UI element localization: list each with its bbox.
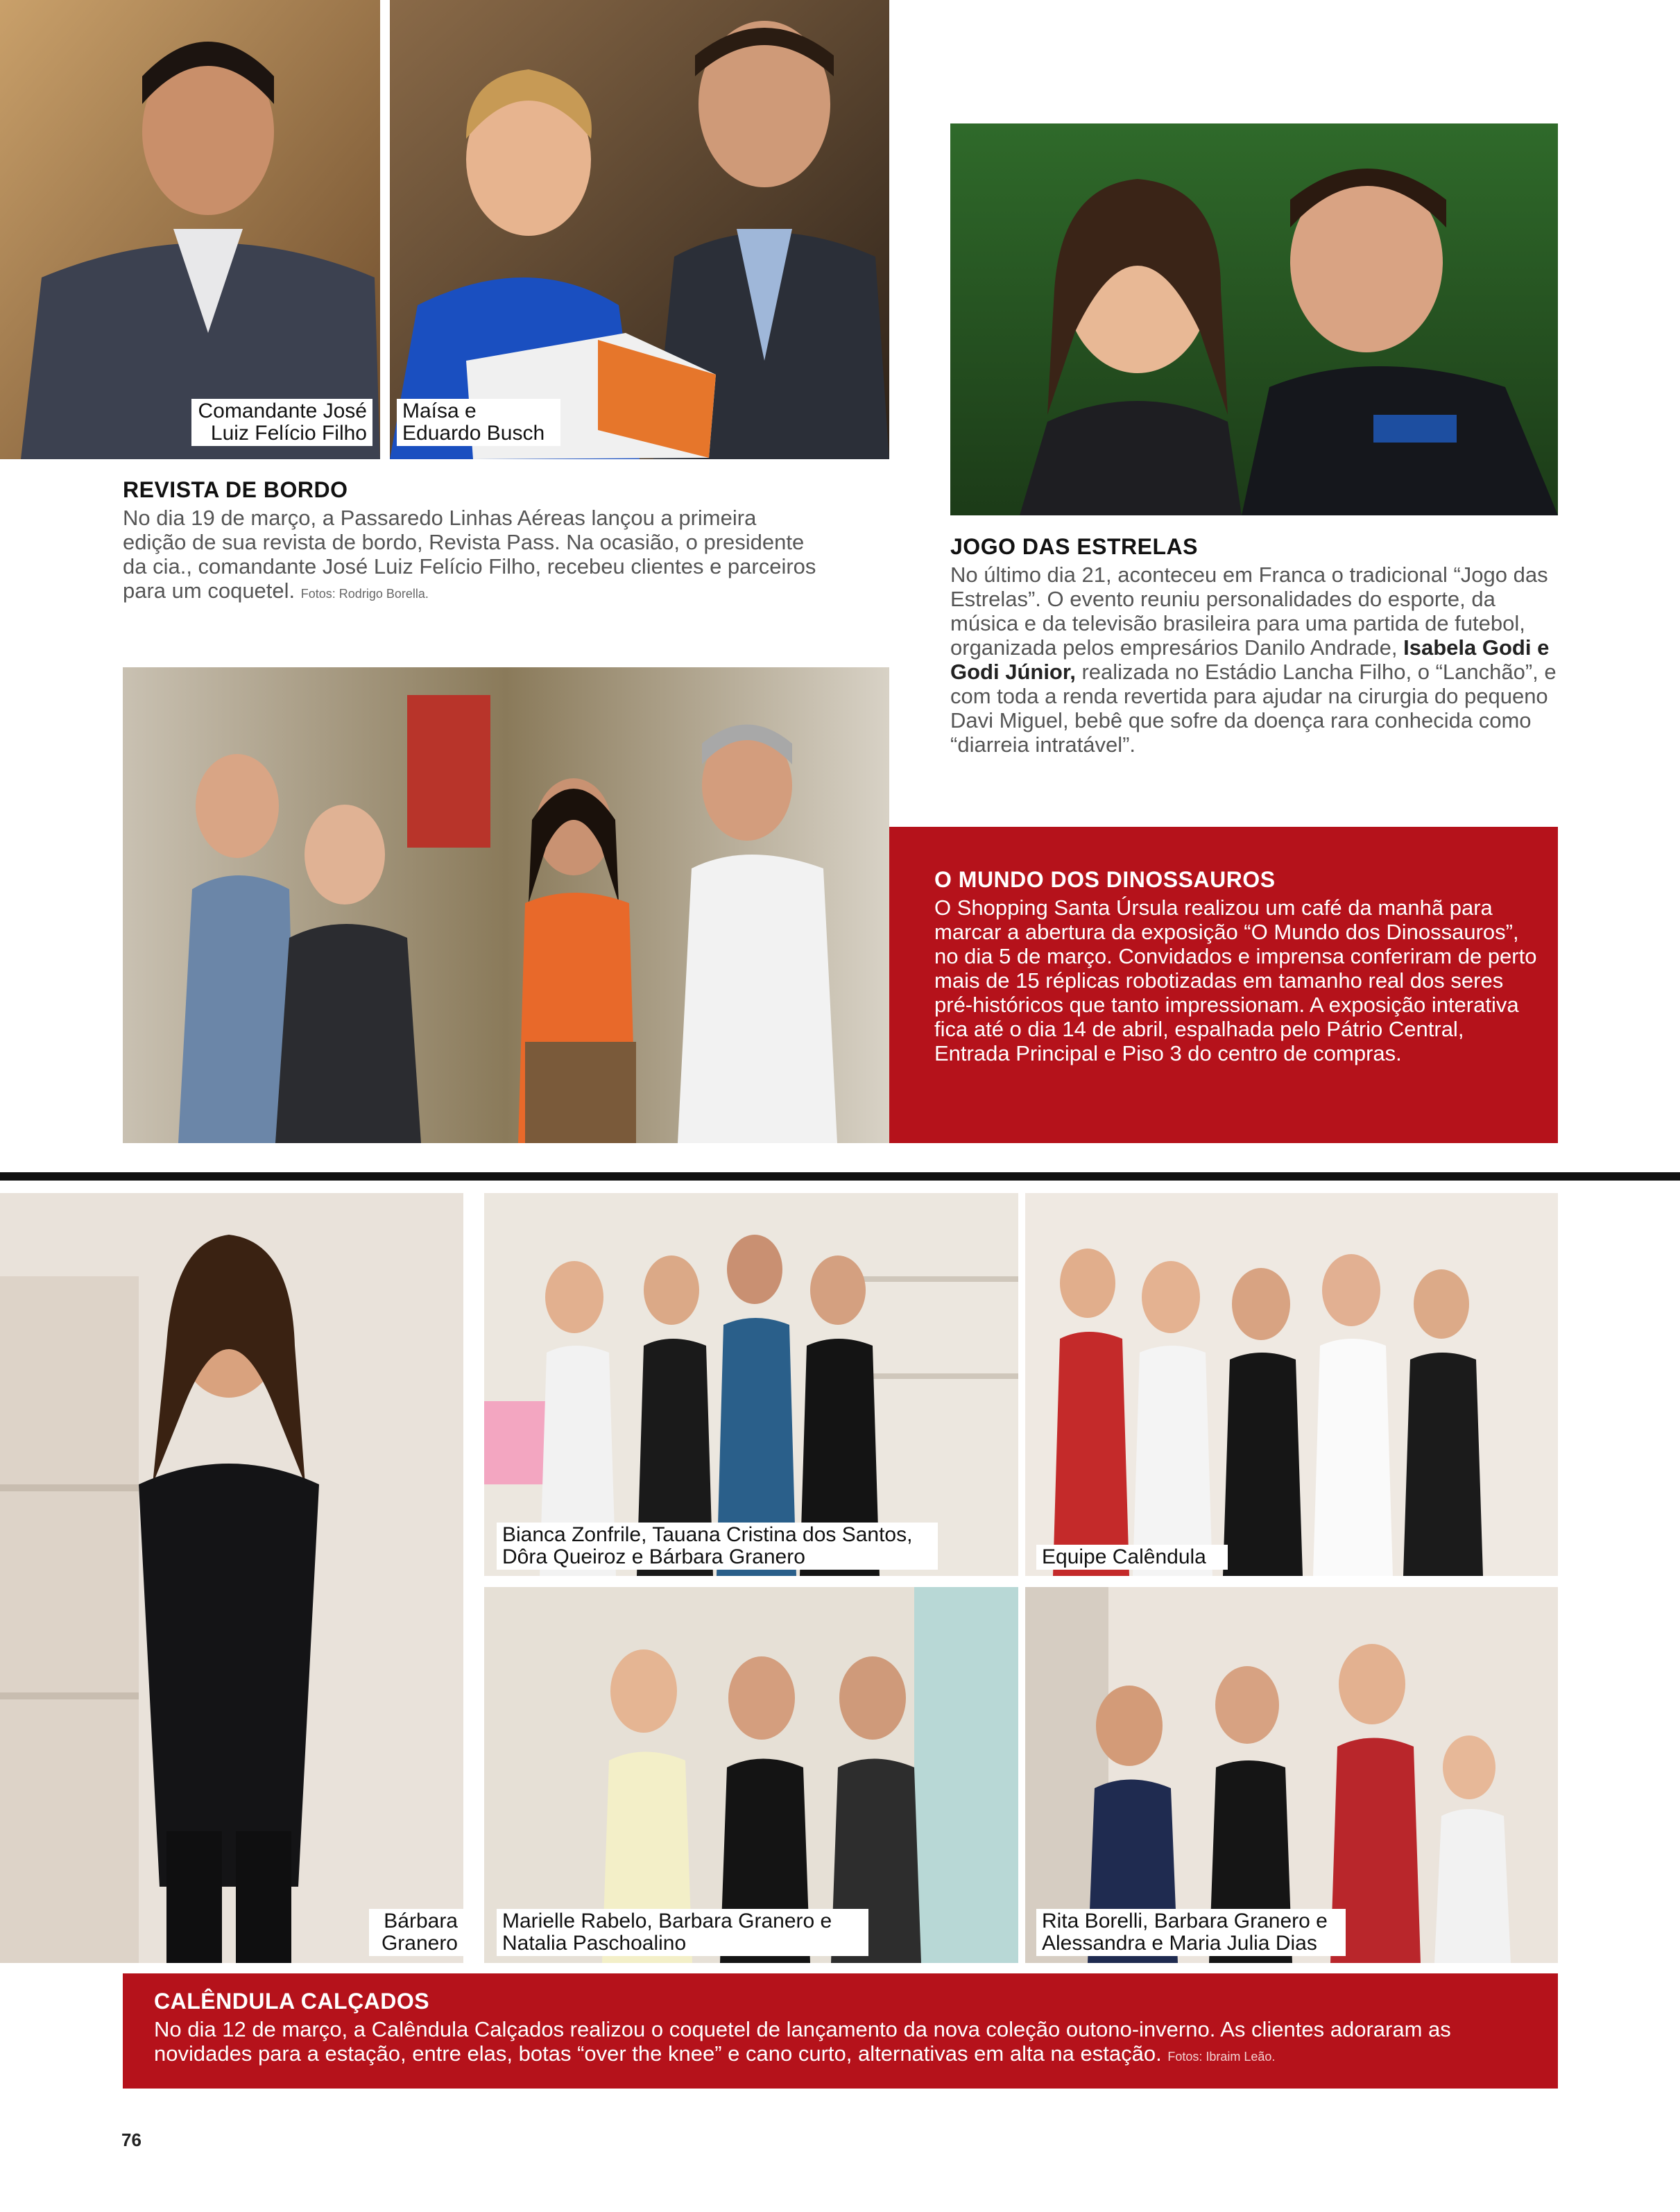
photo-group-bianca	[484, 1193, 1018, 1576]
caption-line: Natalia Paschoalino	[502, 1932, 687, 1955]
section-divider	[0, 1172, 1680, 1181]
dinossauros-text-wrap	[934, 867, 1545, 1065]
caption-comandante	[191, 399, 372, 446]
caption-line: Rita Borelli, Barbara Granero e	[1042, 1910, 1328, 1932]
caption-line: Equipe Calêndula	[1042, 1545, 1206, 1568]
caption-maisa-eduardo	[397, 399, 560, 446]
photo-equipe-calendula	[1025, 1193, 1558, 1576]
photo-comandante-image	[0, 0, 380, 459]
body-jogo-text-2: realizada no Estádio Lancha Filho, o “Lanchão”, e com toda a renda revertida para ajudar na cirurgia do pequeno Davi Miguel, bebê que sofre da doença rara conhecida como “diarreia intratável”.	[950, 660, 1557, 757]
body-calendula-text: No dia 12 de março, a Calêndula Calçados realizou o coquetel de lançamento da nova coleção outono-inverno. As clientes adoraram as novidades para a estação, entre elas, botas “over the knee” e cano curto, alternativas em alta na estação.	[154, 2017, 1451, 2066]
heading-dinossauros: O MUNDO DOS DINOSSAUROS	[934, 867, 1276, 892]
photo-group-bianca-image	[484, 1193, 1018, 1576]
photo-maisa-eduardo-image	[390, 0, 889, 459]
caption-line: Eduardo Busch	[402, 422, 545, 445]
body-dinossauros: O Shopping Santa Úrsula realizou um café da manhã para marcar a abertura da exposição “O Mundo dos Dinossauros”, no dia 5 de março. Convidados e imprensa conferiram de perto mais de 15 réplicas robotizadas em tamanho real dos seres pré-históricos que tanto impressionam. A exposição interativa fica até o dia 14 de abril, espalhada pelo Pátrio Central, Entrada Principal e Piso 3 do centro de compras.	[934, 895, 1537, 1065]
caption-equipe-calendula	[1036, 1545, 1228, 1570]
caption-line: Bárbara	[384, 1910, 458, 1932]
credit-calendula: Fotos: Ibraim Leão.	[1167, 2050, 1276, 2064]
caption-group-marielle	[497, 1909, 868, 1956]
photo-rita-image	[1025, 1587, 1558, 1963]
caption-line: Alessandra e Maria Julia Dias	[1042, 1932, 1317, 1955]
photo-group-rita	[1025, 1587, 1558, 1963]
body-jogo-text-1: No último dia 21, aconteceu em Franca o tradicional “Jogo das Estrelas”. O evento reuniu personalidades do esporte, da música e da televisão brasileira para uma partida de futebol, organizada pelos empresários Danilo Andrade,	[950, 563, 1548, 660]
caption-line: Bianca Zonfrile, Tauana Cristina dos Santos,	[502, 1523, 913, 1546]
calendula-panel	[123, 1973, 1558, 2089]
page-number: 76	[121, 2129, 142, 2150]
body-revista-text: No dia 19 de março, a Passaredo Linhas Aéreas lançou a primeira edição de sua revista de bordo, Revista Pass. Na ocasião, o presidente da cia., comandante José Luiz Felício Filho, recebeu clientes e parceiros para um coquetel.	[123, 506, 816, 603]
credit-revista: Fotos: Rodrigo Borella.	[300, 587, 429, 601]
caption-line: Luiz Felício Filho	[210, 422, 367, 445]
heading-calendula: CALÊNDULA CALÇADOS	[154, 1989, 430, 2014]
article-jogo-das-estrelas	[950, 534, 1561, 757]
caption-group-bianca	[497, 1523, 938, 1570]
calendula-text-wrap	[154, 1989, 1534, 2069]
photo-comandante	[0, 0, 380, 459]
caption-line: Granero	[381, 1932, 458, 1955]
article-revista-de-bordo	[123, 477, 816, 606]
caption-line: Comandante José	[198, 400, 367, 422]
body-revista-de-bordo	[123, 506, 816, 606]
heading-revista-de-bordo: REVISTA DE BORDO	[123, 477, 348, 502]
caption-barbara-granero	[369, 1909, 463, 1956]
caption-group-rita	[1036, 1909, 1346, 1956]
photo-group-marielle	[484, 1587, 1018, 1963]
photo-marielle-image	[484, 1587, 1018, 1963]
photo-dinossauros-image	[123, 667, 889, 1143]
photo-equipe-image	[1025, 1193, 1558, 1576]
photo-jogo-image	[950, 123, 1558, 515]
photo-barbara-image	[0, 1193, 463, 1963]
body-jogo-das-estrelas	[950, 563, 1561, 757]
photo-jogo-das-estrelas	[950, 123, 1558, 515]
photo-dinossauros	[123, 667, 889, 1143]
heading-jogo-das-estrelas: JOGO DAS ESTRELAS	[950, 534, 1198, 559]
photo-barbara-granero	[0, 1193, 463, 1963]
caption-line: Maísa e	[402, 400, 477, 422]
dinossauros-panel	[889, 827, 1558, 1143]
body-jogo-bold: Isabela Godi e Godi Júnior,	[950, 635, 1550, 684]
caption-line: Dôra Queiroz e Bárbara Granero	[502, 1545, 805, 1568]
caption-line: Marielle Rabelo, Barbara Granero e	[502, 1910, 832, 1932]
photo-maisa-eduardo	[390, 0, 889, 459]
body-calendula	[154, 2017, 1534, 2069]
